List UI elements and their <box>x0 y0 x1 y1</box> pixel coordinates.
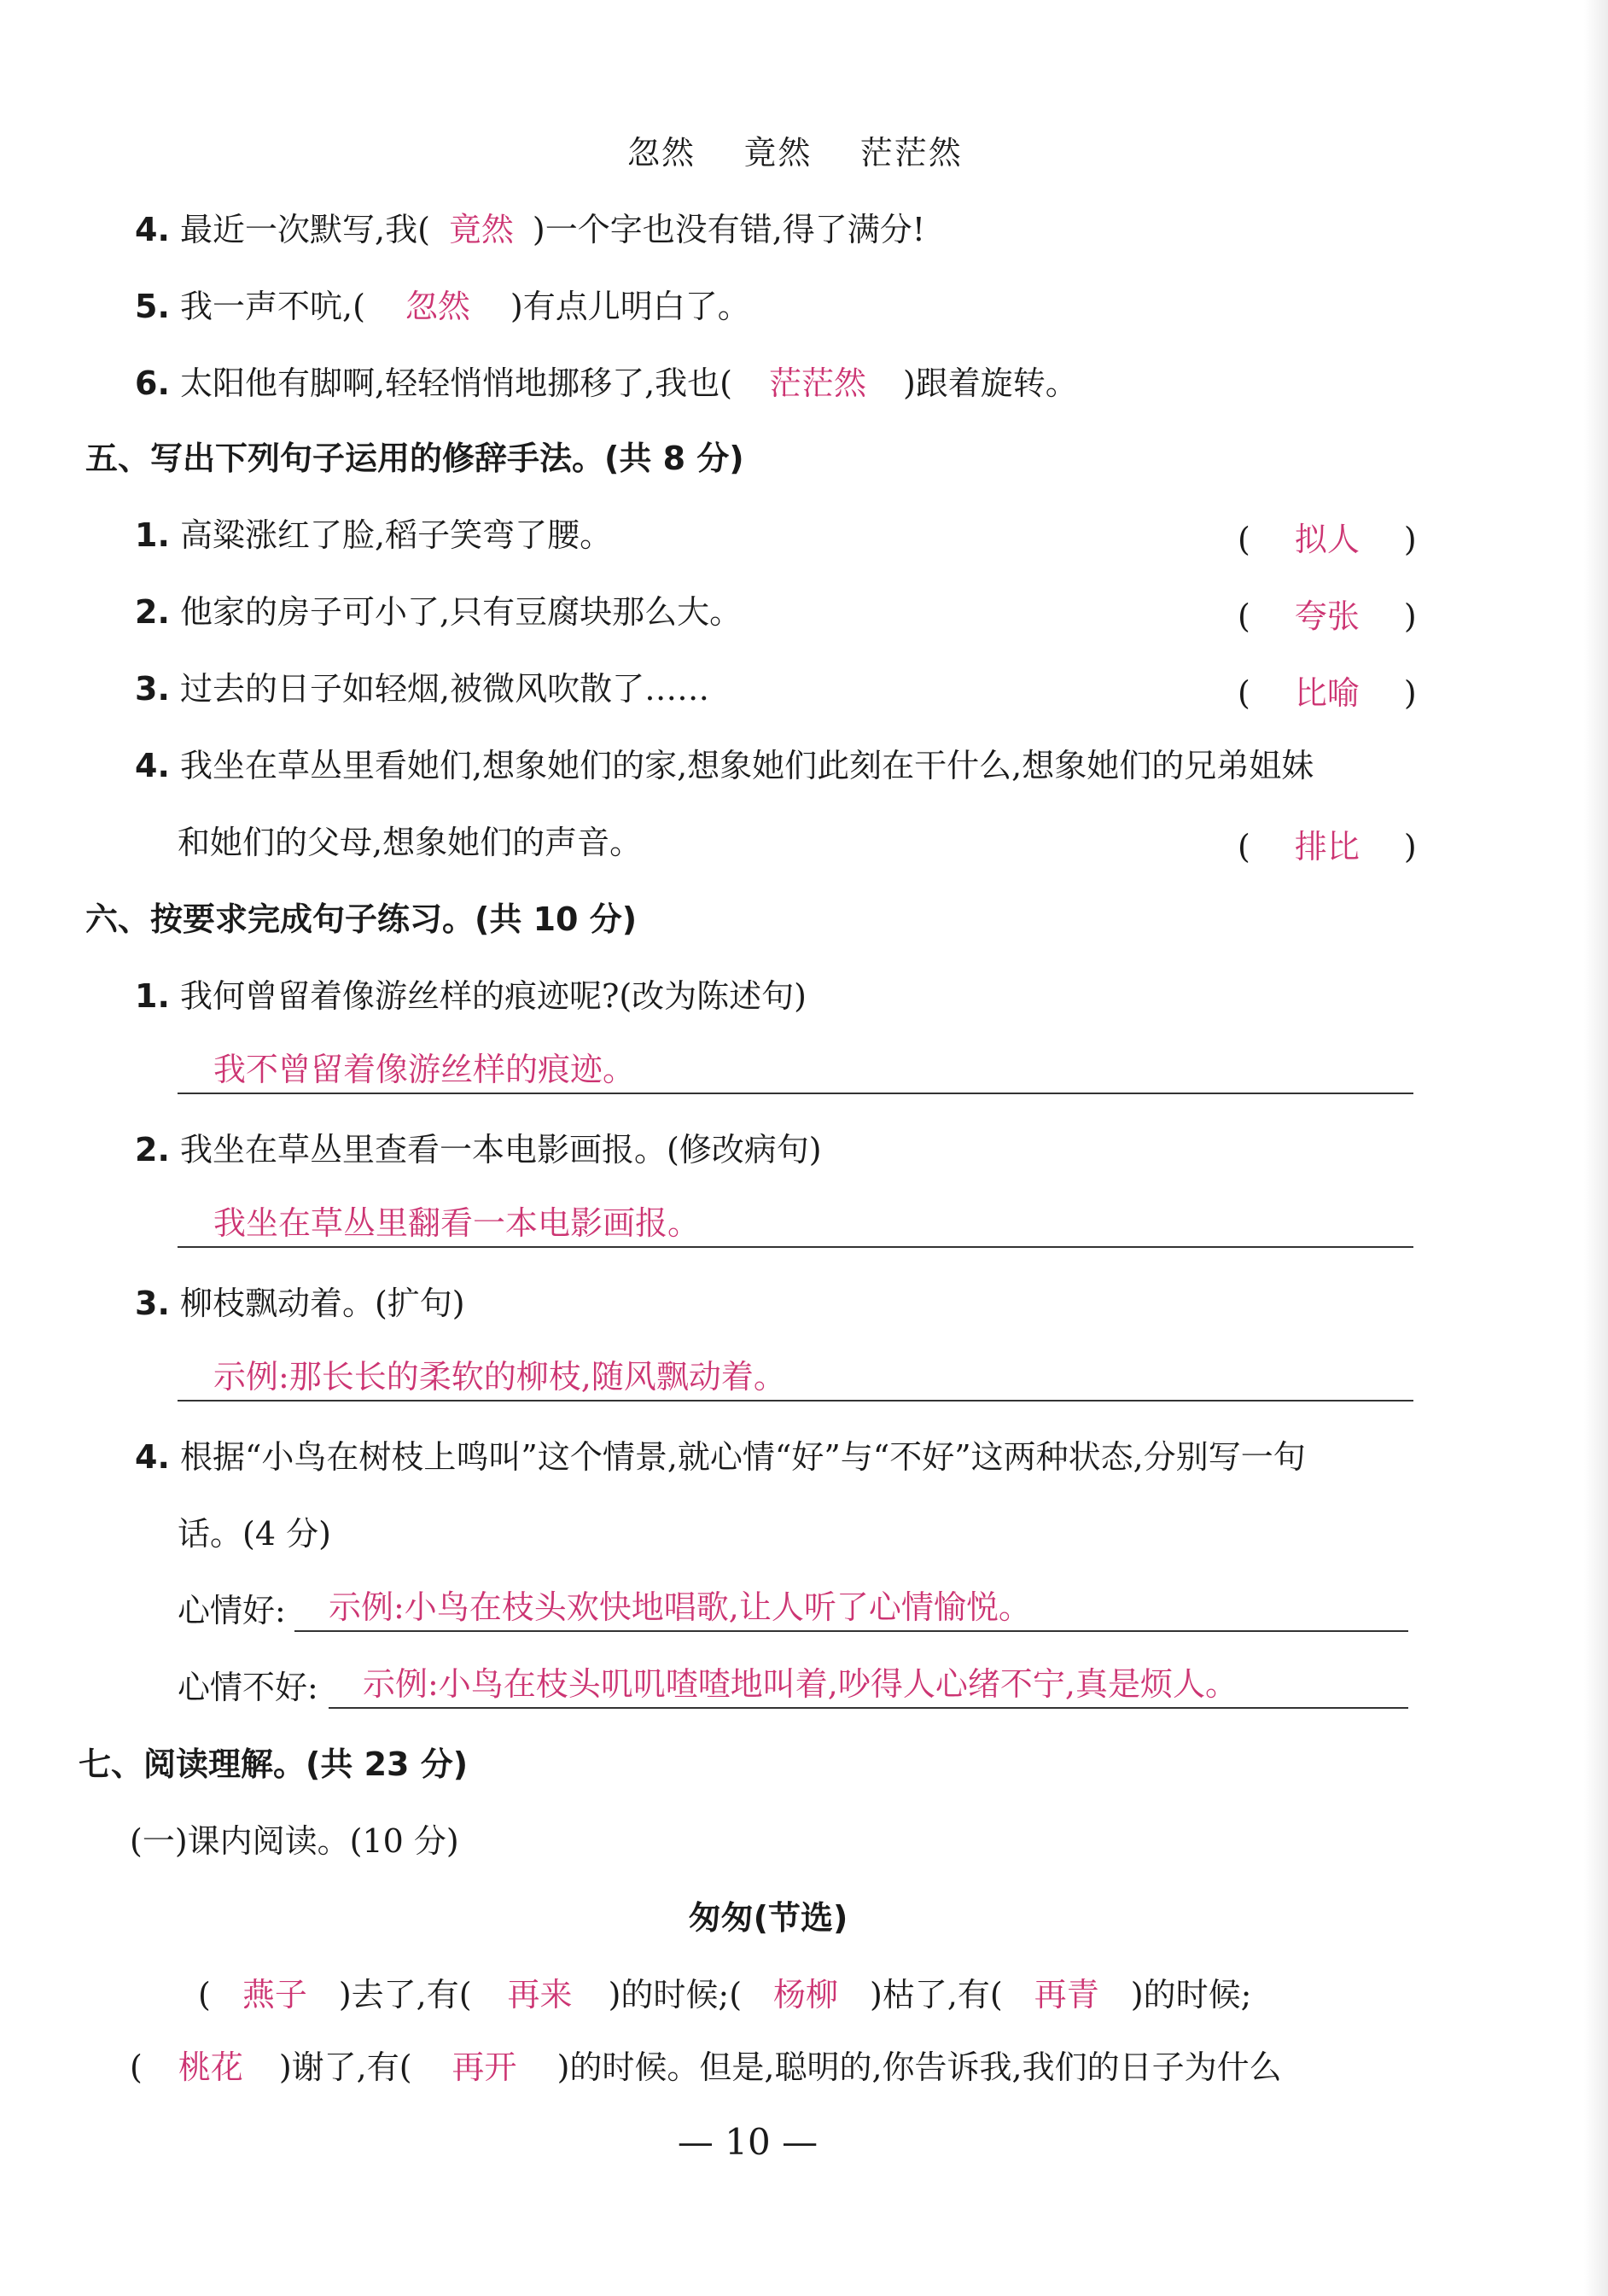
answer-underline <box>178 1400 1413 1401</box>
passage-text: )的时候;( <box>608 1976 743 2013</box>
question-number: 6. <box>135 364 170 402</box>
subsection-title: (一)课内阅读。(10 分) <box>130 1822 459 1860</box>
question-text: 最近一次默写,我( <box>179 211 430 248</box>
sentence-answer-2[interactable]: 我坐在草丛里翻看一本电影画报。 <box>213 1204 701 1242</box>
passage-line-2 <box>130 2047 1282 2088</box>
question-number: 4. <box>135 1438 170 1476</box>
rhetoric-item-2 <box>135 591 742 632</box>
question-number: 5. <box>135 288 170 325</box>
section-5-title: 五、写出下列句子运用的修辞手法。(共 8 分) <box>85 440 744 477</box>
question-text: 我坐在草丛里查看一本电影画报。(修改病句) <box>179 1131 822 1168</box>
question-number: 1. <box>135 516 170 554</box>
passage-text: ( <box>198 1976 211 2013</box>
rhetoric-answer-3[interactable]: ( 比喻 ) <box>1238 674 1417 712</box>
question-text: 过去的日子如轻烟,被微风吹散了…… <box>179 670 710 708</box>
passage-text: )的时候; <box>1130 1976 1252 2013</box>
question-text: 他家的房子可小了,只有豆腐块那么大。 <box>179 593 743 631</box>
answer-blank[interactable]: 杨柳 <box>773 1976 839 2013</box>
rhetoric-item-3 <box>135 668 709 709</box>
sentence-answer-3[interactable]: 示例:那长长的柔软的柳枝,随风飘动着。 <box>213 1358 786 1396</box>
passage-title: 匆匆(节选) <box>688 1899 848 1937</box>
answer-blank: 夸张 <box>1294 597 1360 635</box>
sentence-answer-1[interactable]: 我不曾留着像游丝样的痕迹。 <box>213 1051 636 1088</box>
passage-text: )的时候。但是,聪明的,你告诉我,我们的日子为什么 <box>556 2048 1282 2086</box>
answer-blank[interactable]: 燕子 <box>242 1976 307 2013</box>
sentence-item-3 <box>135 1283 465 1324</box>
passage-text: )谢了,有( <box>278 2048 412 2086</box>
mood-bad-label: 心情不好: <box>178 1669 318 1706</box>
question-text: 我何曾留着像游丝样的痕迹呢?(改为陈述句) <box>179 977 807 1015</box>
word-bank <box>627 132 963 173</box>
answer-underline <box>178 1093 1413 1094</box>
mood-good-answer[interactable]: 示例:小鸟在枝头欢快地唱歌,让人听了心情愉悦。 <box>329 1588 1031 1626</box>
mood-good-label: 心情好: <box>178 1592 286 1629</box>
question-text: )有点儿明白了。 <box>510 288 750 325</box>
word-bank-item: 竟然 <box>743 134 813 172</box>
question-text: )一个字也没有错,得了满分! <box>532 211 926 248</box>
question-number: 3. <box>135 670 170 708</box>
passage-text: )去了,有( <box>338 1976 472 2013</box>
rhetoric-item-4 <box>135 745 1314 786</box>
answer-blank[interactable]: 茫茫然 <box>768 364 866 402</box>
question-number: 4. <box>135 211 170 248</box>
question-text: 根据“小鸟在树枝上鸣叫”这个情景,就心情“好”与“不好”这两种状态,分别写一句 <box>179 1438 1306 1476</box>
answer-blank[interactable]: 再开 <box>452 2048 517 2086</box>
section-7-title: 七、阅读理解。(共 23 分) <box>79 1745 469 1783</box>
answer-blank[interactable]: 再来 <box>507 1976 573 2013</box>
question-number: 2. <box>135 593 170 631</box>
answer-blank[interactable]: 桃花 <box>178 2048 243 2086</box>
question-5 <box>135 286 750 327</box>
page-number: — 10 — <box>677 2121 819 2163</box>
rhetoric-answer-4[interactable]: ( 排比 ) <box>1238 828 1417 865</box>
answer-underline <box>294 1630 1408 1632</box>
rhetoric-item-4-cont: 和她们的父母,想象她们的声音。 <box>178 824 643 861</box>
question-text: 我一声不吭,( <box>179 288 365 325</box>
passage-line-1 <box>198 1974 1251 2015</box>
question-number: 3. <box>135 1285 170 1322</box>
answer-underline <box>178 1246 1413 1248</box>
question-number: 2. <box>135 1131 170 1168</box>
section-6-title: 六、按要求完成句子练习。(共 10 分) <box>85 900 638 938</box>
sentence-item-2 <box>135 1129 822 1170</box>
answer-blank: 排比 <box>1294 828 1360 865</box>
passage-text: )枯了,有( <box>870 1976 1003 2013</box>
question-text: 我坐在草丛里看她们,想象她们的家,想象她们此刻在干什么,想象她们的兄弟姐妹 <box>179 747 1314 784</box>
question-number: 4. <box>135 747 170 784</box>
question-number: 1. <box>135 977 170 1015</box>
rhetoric-answer-1[interactable]: ( 拟人 ) <box>1238 521 1417 558</box>
question-6 <box>135 363 1078 404</box>
mood-bad-answer[interactable]: 示例:小鸟在枝头叽叽喳喳地叫着,吵得人心绪不宁,真是烦人。 <box>363 1665 1238 1703</box>
answer-blank: 比喻 <box>1294 674 1360 712</box>
answer-blank[interactable]: 再青 <box>1034 1976 1099 2013</box>
question-4 <box>135 209 925 250</box>
question-text: 太阳他有脚啊,轻轻悄悄地挪移了,我也( <box>179 364 732 402</box>
passage-text: ( <box>130 2048 143 2086</box>
question-text: 柳枝飘动着。(扩句) <box>179 1285 465 1322</box>
word-bank-item: 忽然 <box>627 134 696 172</box>
question-text: 高粱涨红了脸,稻子笑弯了腰。 <box>179 516 613 554</box>
page-edge <box>1584 0 1608 2296</box>
word-bank-item: 茫茫然 <box>859 134 963 172</box>
answer-underline <box>329 1707 1408 1709</box>
rhetoric-answer-2[interactable]: ( 夸张 ) <box>1238 597 1417 635</box>
rhetoric-item-1 <box>135 515 612 556</box>
question-text: )跟着旋转。 <box>902 364 1078 402</box>
sentence-item-1 <box>135 976 807 1017</box>
sentence-item-4 <box>135 1436 1306 1477</box>
answer-blank[interactable]: 忽然 <box>405 288 470 325</box>
answer-blank[interactable]: 竟然 <box>448 211 514 248</box>
answer-blank: 拟人 <box>1294 521 1360 558</box>
sentence-item-4-cont: 话。(4 分) <box>178 1515 331 1553</box>
